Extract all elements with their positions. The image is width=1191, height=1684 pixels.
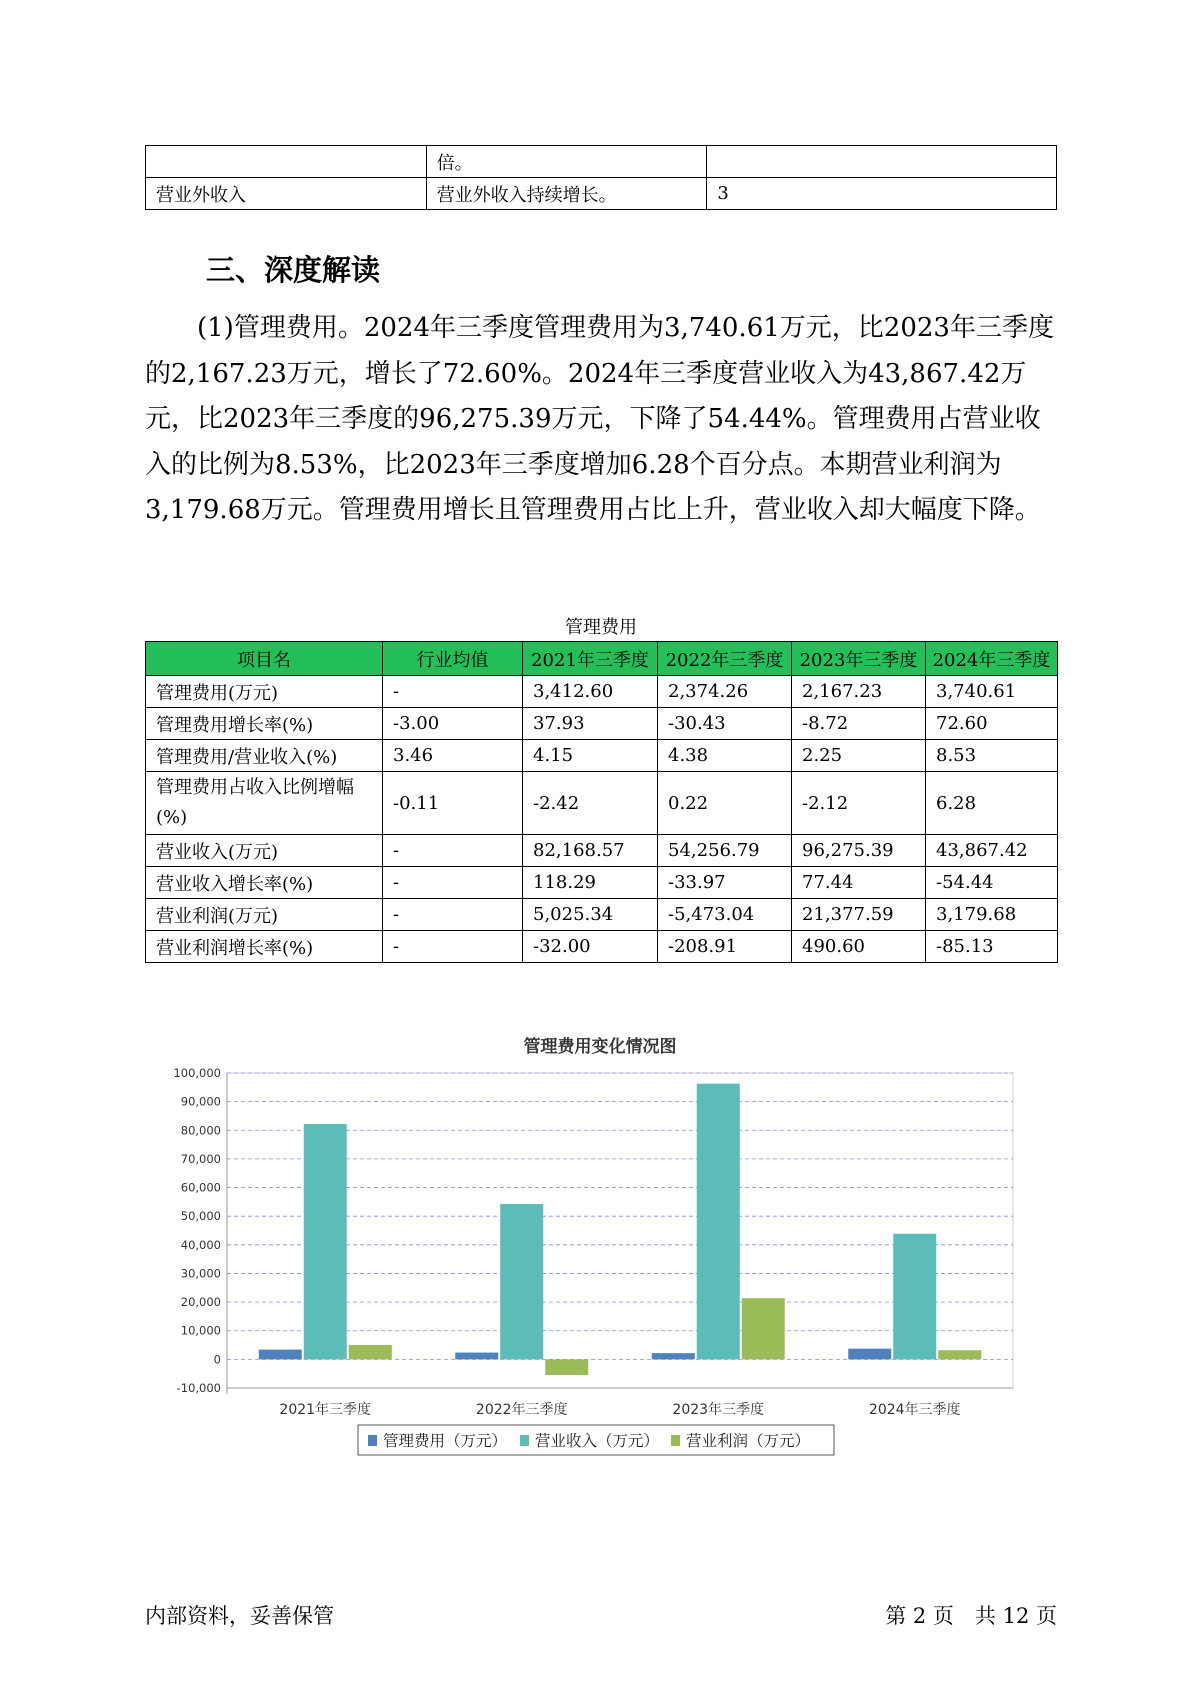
bar <box>500 1204 543 1359</box>
metrics-cell: 3.46 <box>383 740 523 772</box>
bar <box>697 1084 740 1360</box>
legend-label: 营业收入（万元） <box>535 1432 660 1450</box>
y-tick-label: -10,000 <box>176 1381 221 1395</box>
metrics-cell: - <box>383 867 523 899</box>
bar <box>545 1359 588 1375</box>
metrics-row <box>146 867 1058 899</box>
bar <box>259 1350 302 1360</box>
y-tick-label: 100,000 <box>173 1066 221 1080</box>
metrics-cell: -85.13 <box>926 931 1058 963</box>
analysis-paragraph: (1)管理费用。2024年三季度管理费用为3,740.61万元，比2023年三季度的2,167.23万元，增长了72.60%。2024年三季度营业收入为43,867.42万元，比2023年三季度的96,275.39万元，下降了54.44%。管理费用占营业收入的比例为8.53%，比2023年三季度增加6.28个百分点。本期营业利润为3,179.68万元。管理费用增长且管理费用占比上升，营业收入却大幅度下降。 <box>145 313 1054 525</box>
metrics-cell: - <box>383 899 523 931</box>
y-tick-label: 20,000 <box>180 1295 221 1310</box>
top-table <box>145 145 1057 210</box>
top-table-row <box>146 146 1057 178</box>
x-tick-label: 2022年三季度 <box>475 1402 568 1418</box>
y-tick-label: 0 <box>213 1352 221 1367</box>
metrics-header-cell: 2024年三季度 <box>926 642 1058 676</box>
metrics-cell: 6.28 <box>926 772 1058 835</box>
metrics-cell: 2,374.26 <box>658 676 792 708</box>
bar <box>304 1124 347 1359</box>
metrics-row-label: 管理费用(万元) <box>146 676 383 708</box>
metrics-row-label: 营业收入增长率(%) <box>146 867 383 899</box>
metrics-header-cell: 行业均值 <box>383 642 523 676</box>
metrics-cell: 5,025.34 <box>523 899 658 931</box>
metrics-cell: -2.12 <box>792 772 926 835</box>
management-expense-chart <box>160 1030 1030 1490</box>
metrics-row <box>146 931 1058 963</box>
metrics-cell: - <box>383 931 523 963</box>
bar <box>893 1234 936 1360</box>
metrics-header-cell: 2021年三季度 <box>523 642 658 676</box>
metrics-row-label: 营业利润(万元) <box>146 899 383 931</box>
metrics-cell: -208.91 <box>658 931 792 963</box>
metrics-cell: -8.72 <box>792 708 926 740</box>
x-tick-label: 2021年三季度 <box>279 1402 372 1418</box>
metrics-cell: 2,167.23 <box>792 676 926 708</box>
metrics-row <box>146 740 1058 772</box>
metrics-table <box>145 641 1058 963</box>
top-table-row <box>146 178 1057 210</box>
y-tick-label: 10,000 <box>180 1323 221 1338</box>
metrics-cell: 77.44 <box>792 867 926 899</box>
metrics-header-cell: 2022年三季度 <box>658 642 792 676</box>
metrics-cell: 118.29 <box>523 867 658 899</box>
y-tick-label: 40,000 <box>180 1237 221 1252</box>
x-tick-label: 2023年三季度 <box>672 1402 765 1418</box>
metrics-cell: - <box>383 676 523 708</box>
metrics-row <box>146 835 1058 867</box>
metrics-cell: 3,412.60 <box>523 676 658 708</box>
metrics-cell: -0.11 <box>383 772 523 835</box>
metrics-cell: -33.97 <box>658 867 792 899</box>
metrics-cell: -32.00 <box>523 931 658 963</box>
top-table-cell: 营业外收入 <box>146 178 427 210</box>
metrics-row <box>146 899 1058 931</box>
metrics-row-label: 营业收入(万元) <box>146 835 383 867</box>
metrics-cell: 96,275.39 <box>792 835 926 867</box>
metrics-row-label: 管理费用占收入比例增幅(%) <box>146 772 383 835</box>
footer-confidential-note: 内部资料，妥善保管 <box>145 1604 334 1628</box>
metrics-cell: 21,377.59 <box>792 899 926 931</box>
bar <box>652 1353 695 1359</box>
y-tick-label: 70,000 <box>180 1151 221 1166</box>
metrics-cell: -30.43 <box>658 708 792 740</box>
metrics-cell: 490.60 <box>792 931 926 963</box>
metrics-cell: 4.15 <box>523 740 658 772</box>
metrics-cell: -3.00 <box>383 708 523 740</box>
y-tick-label: 80,000 <box>180 1123 221 1138</box>
legend-swatch <box>671 1435 680 1446</box>
y-tick-label: 50,000 <box>180 1209 221 1224</box>
metrics-cell: 3,740.61 <box>926 676 1058 708</box>
y-tick-label: 30,000 <box>180 1266 221 1281</box>
table-caption: 管理费用 <box>565 617 637 638</box>
metrics-cell: 3,179.68 <box>926 899 1058 931</box>
legend-label: 营业利润（万元） <box>686 1432 811 1450</box>
metrics-cell: -54.44 <box>926 867 1058 899</box>
top-table-cell <box>707 146 1057 178</box>
metrics-cell: 4.38 <box>658 740 792 772</box>
y-tick-label: 90,000 <box>180 1094 221 1109</box>
section-heading: 三、深度解读 <box>206 253 381 287</box>
legend-swatch <box>520 1435 529 1446</box>
metrics-cell: - <box>383 835 523 867</box>
metrics-header-cell: 2023年三季度 <box>792 642 926 676</box>
metrics-header-cell: 项目名 <box>146 642 383 676</box>
chart-title: 管理费用变化情况图 <box>523 1037 677 1057</box>
bar <box>455 1353 498 1360</box>
legend-label: 管理费用（万元） <box>383 1432 508 1450</box>
metrics-row <box>146 676 1058 708</box>
metrics-cell: 8.53 <box>926 740 1058 772</box>
metrics-row-label: 管理费用增长率(%) <box>146 708 383 740</box>
top-table-cell: 3 <box>707 178 1057 210</box>
footer-page-number: 第 2 页 共 12 页 <box>885 1604 1057 1628</box>
metrics-cell: 72.60 <box>926 708 1058 740</box>
legend-swatch <box>368 1435 377 1446</box>
top-table-cell <box>146 146 427 178</box>
metrics-cell: 37.93 <box>523 708 658 740</box>
metrics-cell: 43,867.42 <box>926 835 1058 867</box>
metrics-row <box>146 772 1058 835</box>
metrics-row <box>146 708 1058 740</box>
top-table-cell: 营业外收入持续增长。 <box>426 178 707 210</box>
metrics-header-row <box>146 642 1058 676</box>
metrics-cell: 2.25 <box>792 740 926 772</box>
bar <box>938 1350 981 1359</box>
metrics-cell: -2.42 <box>523 772 658 835</box>
metrics-cell: 82,168.57 <box>523 835 658 867</box>
bar <box>349 1345 392 1359</box>
metrics-row-label: 营业利润增长率(%) <box>146 931 383 963</box>
y-tick-label: 60,000 <box>180 1180 221 1195</box>
bar <box>742 1298 785 1359</box>
metrics-cell: 0.22 <box>658 772 792 835</box>
metrics-row-label: 管理费用/营业收入(%) <box>146 740 383 772</box>
metrics-cell: -5,473.04 <box>658 899 792 931</box>
metrics-cell: 54,256.79 <box>658 835 792 867</box>
x-tick-label: 2024年三季度 <box>868 1402 961 1418</box>
top-table-cell: 倍。 <box>426 146 707 178</box>
bar <box>848 1349 891 1360</box>
